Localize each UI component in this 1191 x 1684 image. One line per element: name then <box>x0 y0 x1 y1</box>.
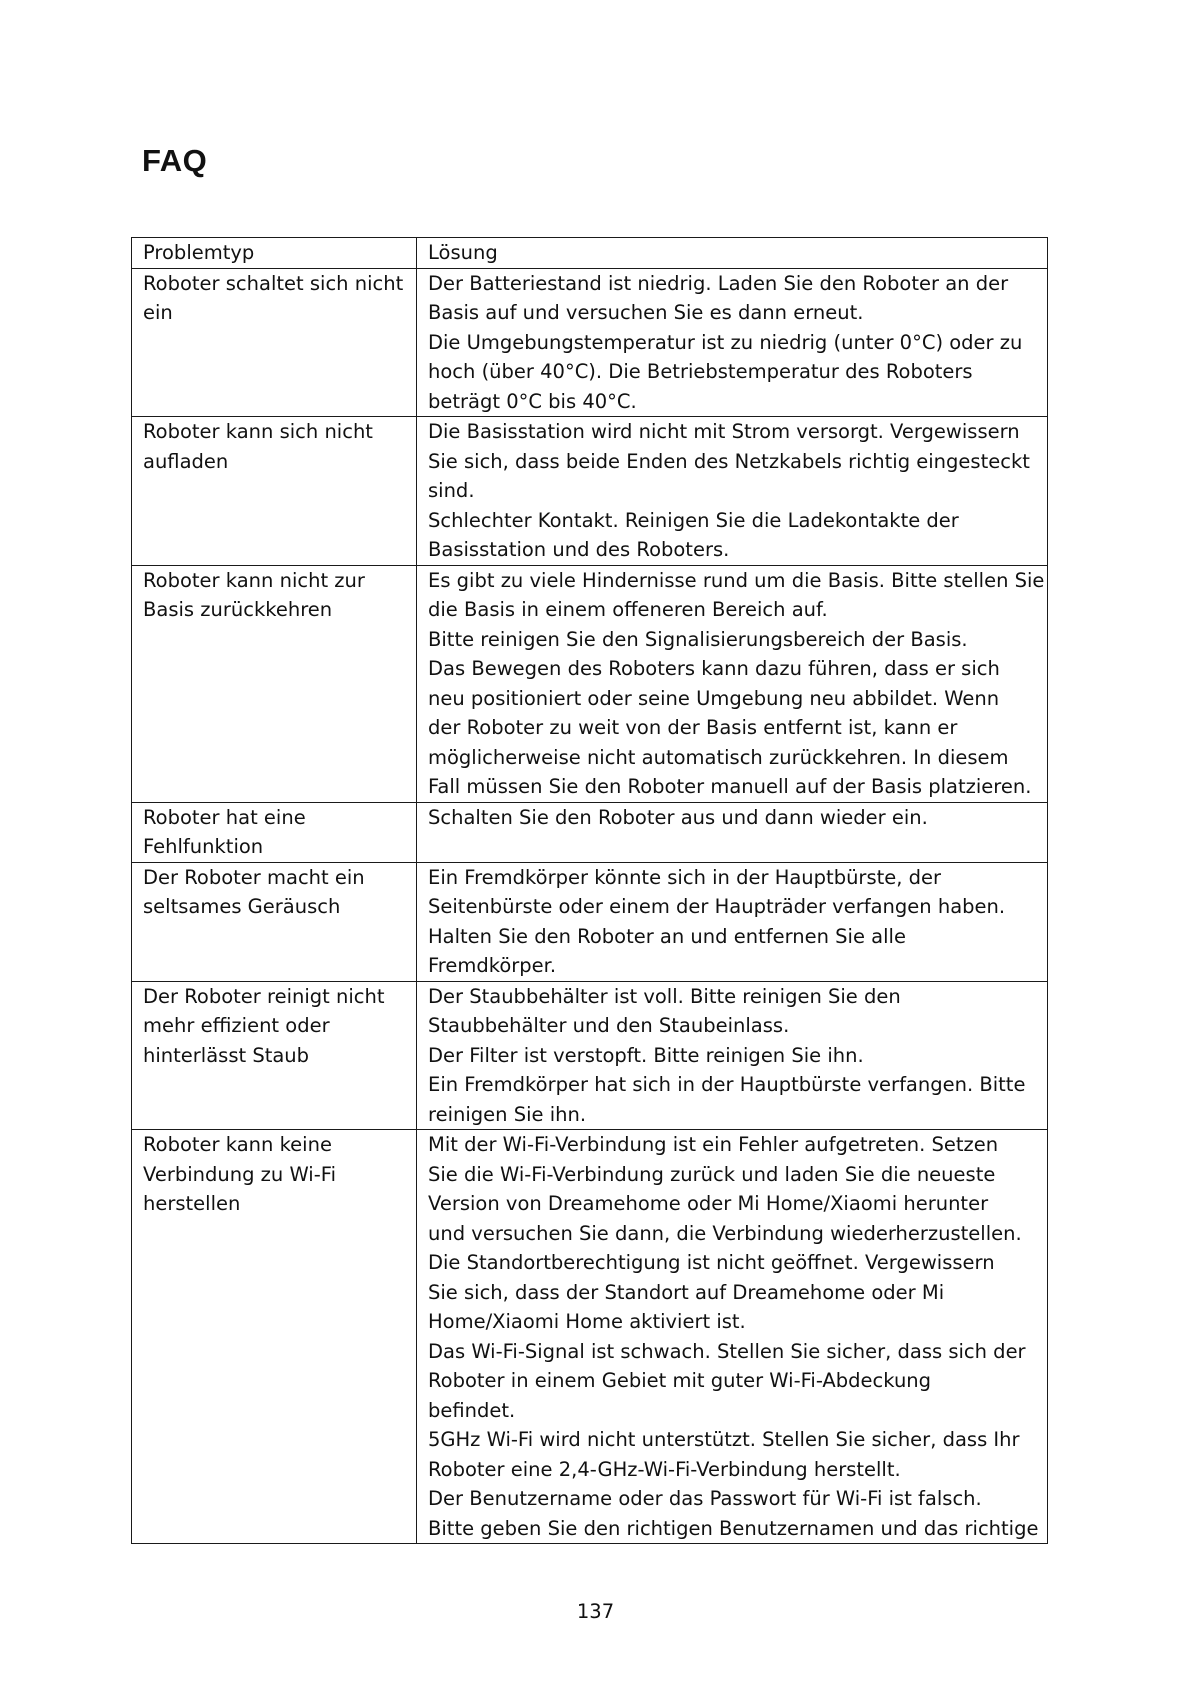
page-number: 137 <box>576 1600 615 1623</box>
problem-cell: Roboter hat eine Fehlfunktion <box>132 802 417 862</box>
solution-cell: Mit der Wi-Fi-Verbindung ist ein Fehler aufgetreten. Setzen Sie die Wi-Fi-Verbindung zurück und laden Sie die neueste Version von Dreamehome oder Mi Home/Xiaomi herunter und versuchen Sie dann, die Verbindung wiederherzustellen. Die Standortberechtigung ist nicht geöffnet. Vergewissern Sie sich, dass der Standort auf Dreamehome oder Mi Home/Xiaomi Home aktiviert ist. Das Wi-Fi-Signal ist schwach. Stellen Sie sicher, dass sich der Roboter in einem Gebiet mit guter Wi-Fi-Abdeckung befindet. 5GHz Wi-Fi wird nicht unterstützt. Stellen Sie sicher, dass Ihr Roboter eine 2,4-GHz-Wi-Fi-Verbindung herstellt. Der Benutzername oder das Passwort für Wi-Fi ist falsch. Bitte geben Sie den richtigen Benutzernamen und das richtige <box>417 1130 1048 1544</box>
solution-cell: Ein Fremdkörper könnte sich in der Hauptbürste, der Seitenbürste oder einem der Haupträder verfangen haben. Halten Sie den Roboter an und entfernen Sie alle Fremdkörper. <box>417 862 1048 981</box>
problem-cell: Roboter kann keine Verbindung zu Wi-Fi herstellen <box>132 1130 417 1544</box>
problem-cell: Der Roboter macht ein seltsames Geräusch <box>132 862 417 981</box>
table-row <box>132 1130 1048 1544</box>
page-title: FAQ <box>142 143 208 178</box>
table-row <box>132 802 1048 862</box>
solution-cell: Der Batteriestand ist niedrig. Laden Sie den Roboter an der Basis auf und versuchen Sie es dann erneut. Die Umgebungstemperatur ist zu niedrig (unter 0°C) oder zu hoch (über 40°C). Die Betriebstemperatur des Roboters beträgt 0°C bis 40°C. <box>417 268 1048 417</box>
table-row <box>132 417 1048 566</box>
solution-cell: Der Staubbehälter ist voll. Bitte reinigen Sie den Staubbehälter und den Staubeinlass. Der Filter ist verstopft. Bitte reinigen Sie ihn. Ein Fremdkörper hat sich in der Hauptbürste verfangen. Bitte reinigen Sie ihn. <box>417 981 1048 1130</box>
table-row <box>132 862 1048 981</box>
table-row <box>132 268 1048 417</box>
column-header-solution: Lösung <box>417 238 1048 269</box>
problem-cell: Der Roboter reinigt nicht mehr effizient oder hinterlässt Staub <box>132 981 417 1130</box>
table-row <box>132 565 1048 802</box>
problem-cell: Roboter kann nicht zur Basis zurückkehren <box>132 565 417 802</box>
solution-cell: Die Basisstation wird nicht mit Strom versorgt. Vergewissern Sie sich, dass beide Enden des Netzkabels richtig eingesteckt sind. Schlechter Kontakt. Reinigen Sie die Ladekontakte der Basisstation und des Roboters. <box>417 417 1048 566</box>
faq-table <box>131 237 1048 1544</box>
solution-cell: Es gibt zu viele Hindernisse rund um die Basis. Bitte stellen Sie die Basis in einem offeneren Bereich auf. Bitte reinigen Sie den Signalisierungsbereich der Basis. Das Bewegen des Roboters kann dazu führen, dass er sich neu positioniert oder seine Umgebung neu abbildet. Wenn der Roboter zu weit von der Basis entfernt ist, kann er möglicherweise nicht automatisch zurückkehren. In diesem Fall müssen Sie den Roboter manuell auf der Basis platzieren. <box>417 565 1048 802</box>
problem-cell: Roboter schaltet sich nicht ein <box>132 268 417 417</box>
problem-cell: Roboter kann sich nicht aufladen <box>132 417 417 566</box>
solution-cell: Schalten Sie den Roboter aus und dann wieder ein. <box>417 802 1048 862</box>
table-row <box>132 981 1048 1130</box>
column-header-problem: Problemtyp <box>132 238 417 269</box>
table-header-row <box>132 238 1048 269</box>
table-body <box>132 268 1048 1544</box>
